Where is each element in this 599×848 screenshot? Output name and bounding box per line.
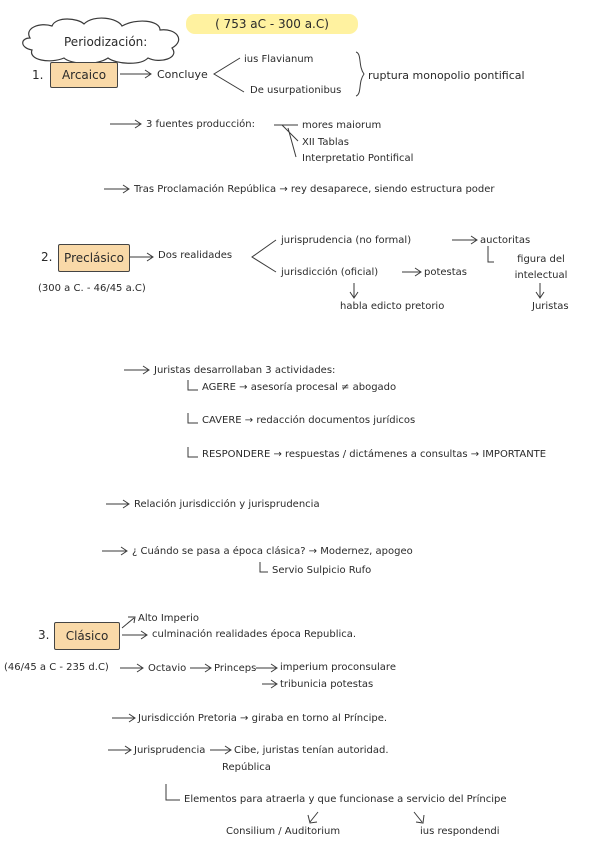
figura-intelectual-label: figura del intelectual bbox=[514, 254, 568, 281]
arrow-clasico bbox=[122, 631, 147, 639]
ruptura-label: ruptura monopolio pontifical bbox=[368, 69, 525, 82]
ius-flavianum-label: ius Flavianum bbox=[244, 54, 314, 65]
period-box-preclasico: Preclásico bbox=[58, 244, 130, 272]
republica-label: República bbox=[222, 762, 271, 773]
agere-item: AGERE → asesoría procesal ≠ abogado bbox=[202, 382, 397, 393]
auctoritas-label: auctoritas bbox=[480, 235, 531, 246]
fuente-interpretatio: Interpretatio Pontifical bbox=[302, 153, 414, 164]
elementos-text: Elementos para atraerla y que funcionase a servicio del Príncipe bbox=[184, 794, 507, 805]
arrow-jurisprudencia bbox=[108, 746, 131, 754]
section-number-2: 2. bbox=[41, 250, 53, 264]
branch-concluye bbox=[214, 58, 244, 92]
arrow-arcaico-concluye bbox=[120, 70, 151, 78]
arrow-consilium bbox=[308, 812, 318, 823]
concluye-label: Concluye bbox=[157, 68, 208, 81]
proclamacion-text: Tras Proclamación República → rey desaparece, siendo estructura poder bbox=[134, 184, 495, 195]
cuando-question: ¿ Cuándo se pasa a época clásica? → Modernez, apogeo bbox=[132, 546, 413, 557]
arrow-jurisdiccion-pretoria bbox=[112, 714, 135, 722]
classic-dates: (46/45 a C - 235 d.C) bbox=[4, 662, 109, 673]
tribunicia-label: tribunicia potestas bbox=[280, 679, 374, 690]
culminacion-text: culminación realidades época Republica. bbox=[152, 629, 357, 640]
period-box-clasico: Clásico bbox=[54, 622, 120, 650]
hook-figura bbox=[488, 246, 494, 262]
arrow-relacion bbox=[106, 500, 129, 508]
de-usurpationibus-label: De usurpationibus bbox=[250, 85, 342, 96]
princeps-label: Princeps bbox=[214, 663, 257, 674]
hook-respondere bbox=[188, 447, 198, 457]
date-range-highlight: ( 753 aC - 300 a.C) bbox=[186, 14, 358, 34]
jurisdiccion-pretoria-text: Jurisdicción Pretoria → giraba en torno al Príncipe. bbox=[138, 713, 388, 724]
page-title: Periodización: bbox=[64, 35, 148, 49]
octavio-label: Octavio bbox=[148, 663, 187, 674]
branch-fuentes bbox=[274, 125, 298, 157]
hook-servio bbox=[260, 562, 268, 572]
potestas-label: potestas bbox=[424, 267, 468, 278]
actividades-heading: Juristas desarrollaban 3 actividades: bbox=[154, 365, 336, 376]
period-box-arcaico: Arcaico bbox=[50, 62, 118, 88]
respondere-item: RESPONDERE → respuestas / dictámenes a consultas → IMPORTANTE bbox=[202, 449, 547, 460]
section-number-1: 1. bbox=[32, 68, 44, 82]
alto-imperio-label: Alto Imperio bbox=[138, 613, 200, 624]
hook-cavere bbox=[188, 413, 198, 423]
arrow-actividades bbox=[124, 366, 149, 374]
servio-sulpicio-label: Servio Sulpicio Rufo bbox=[272, 565, 372, 576]
imperium-label: imperium proconsulare bbox=[280, 662, 396, 673]
cibe-text: Cibe, juristas tenían autoridad. bbox=[234, 745, 389, 756]
arrow-octavio-princeps bbox=[190, 664, 211, 672]
arrow-preclasico bbox=[130, 253, 153, 261]
cavere-item: CAVERE → redacción documentos jurídicos bbox=[202, 415, 416, 426]
arrow-proclamacion bbox=[104, 185, 129, 193]
consilium-label: Consilium / Auditorium bbox=[226, 826, 341, 837]
fuente-mores-maiorum: mores maiorum bbox=[302, 120, 382, 131]
hook-agere bbox=[188, 380, 198, 390]
arrow-princeps-imperium bbox=[256, 664, 277, 672]
jurisdiccion-label: jurisdicción (oficial) bbox=[281, 267, 379, 278]
arrow-dates-octavio bbox=[120, 664, 143, 672]
jurisprudencia-classic-label: Jurisprudencia bbox=[134, 745, 206, 756]
section-number-3: 3. bbox=[38, 628, 50, 642]
arrow-auctoritas bbox=[452, 236, 477, 244]
fuente-xii-tablas: XII Tablas bbox=[302, 137, 349, 148]
arrow-alto-imperio bbox=[122, 617, 135, 628]
arrow-cuando bbox=[102, 547, 127, 555]
arrow-edicto bbox=[350, 283, 358, 298]
jurisprudencia-label: jurisprudencia (no formal) bbox=[281, 235, 412, 246]
arrow-fuentes bbox=[110, 120, 141, 128]
ius-respondendi-label: ius respondendi bbox=[420, 826, 500, 837]
branch-realidades bbox=[252, 240, 276, 272]
juristas-label: Juristas bbox=[532, 301, 569, 312]
arrow-cibe bbox=[210, 746, 231, 754]
arrow-potestas bbox=[402, 268, 421, 276]
dos-realidades-label: Dos realidades bbox=[158, 250, 233, 261]
arrow-ius-respondendi bbox=[414, 812, 424, 823]
fuentes-label: 3 fuentes producción: bbox=[146, 119, 255, 130]
arrow-princeps-tribunicia bbox=[262, 680, 277, 688]
relacion-text: Relación jurisdicción y jurisprudencia bbox=[134, 499, 320, 510]
brace-ruptura bbox=[356, 52, 364, 96]
hook-elementos bbox=[166, 784, 180, 800]
preclassic-dates: (300 a C. - 46/45 a.C) bbox=[38, 283, 146, 294]
edicto-pretorio-label: habla edicto pretorio bbox=[340, 301, 445, 312]
arrow-juristas bbox=[536, 283, 544, 298]
